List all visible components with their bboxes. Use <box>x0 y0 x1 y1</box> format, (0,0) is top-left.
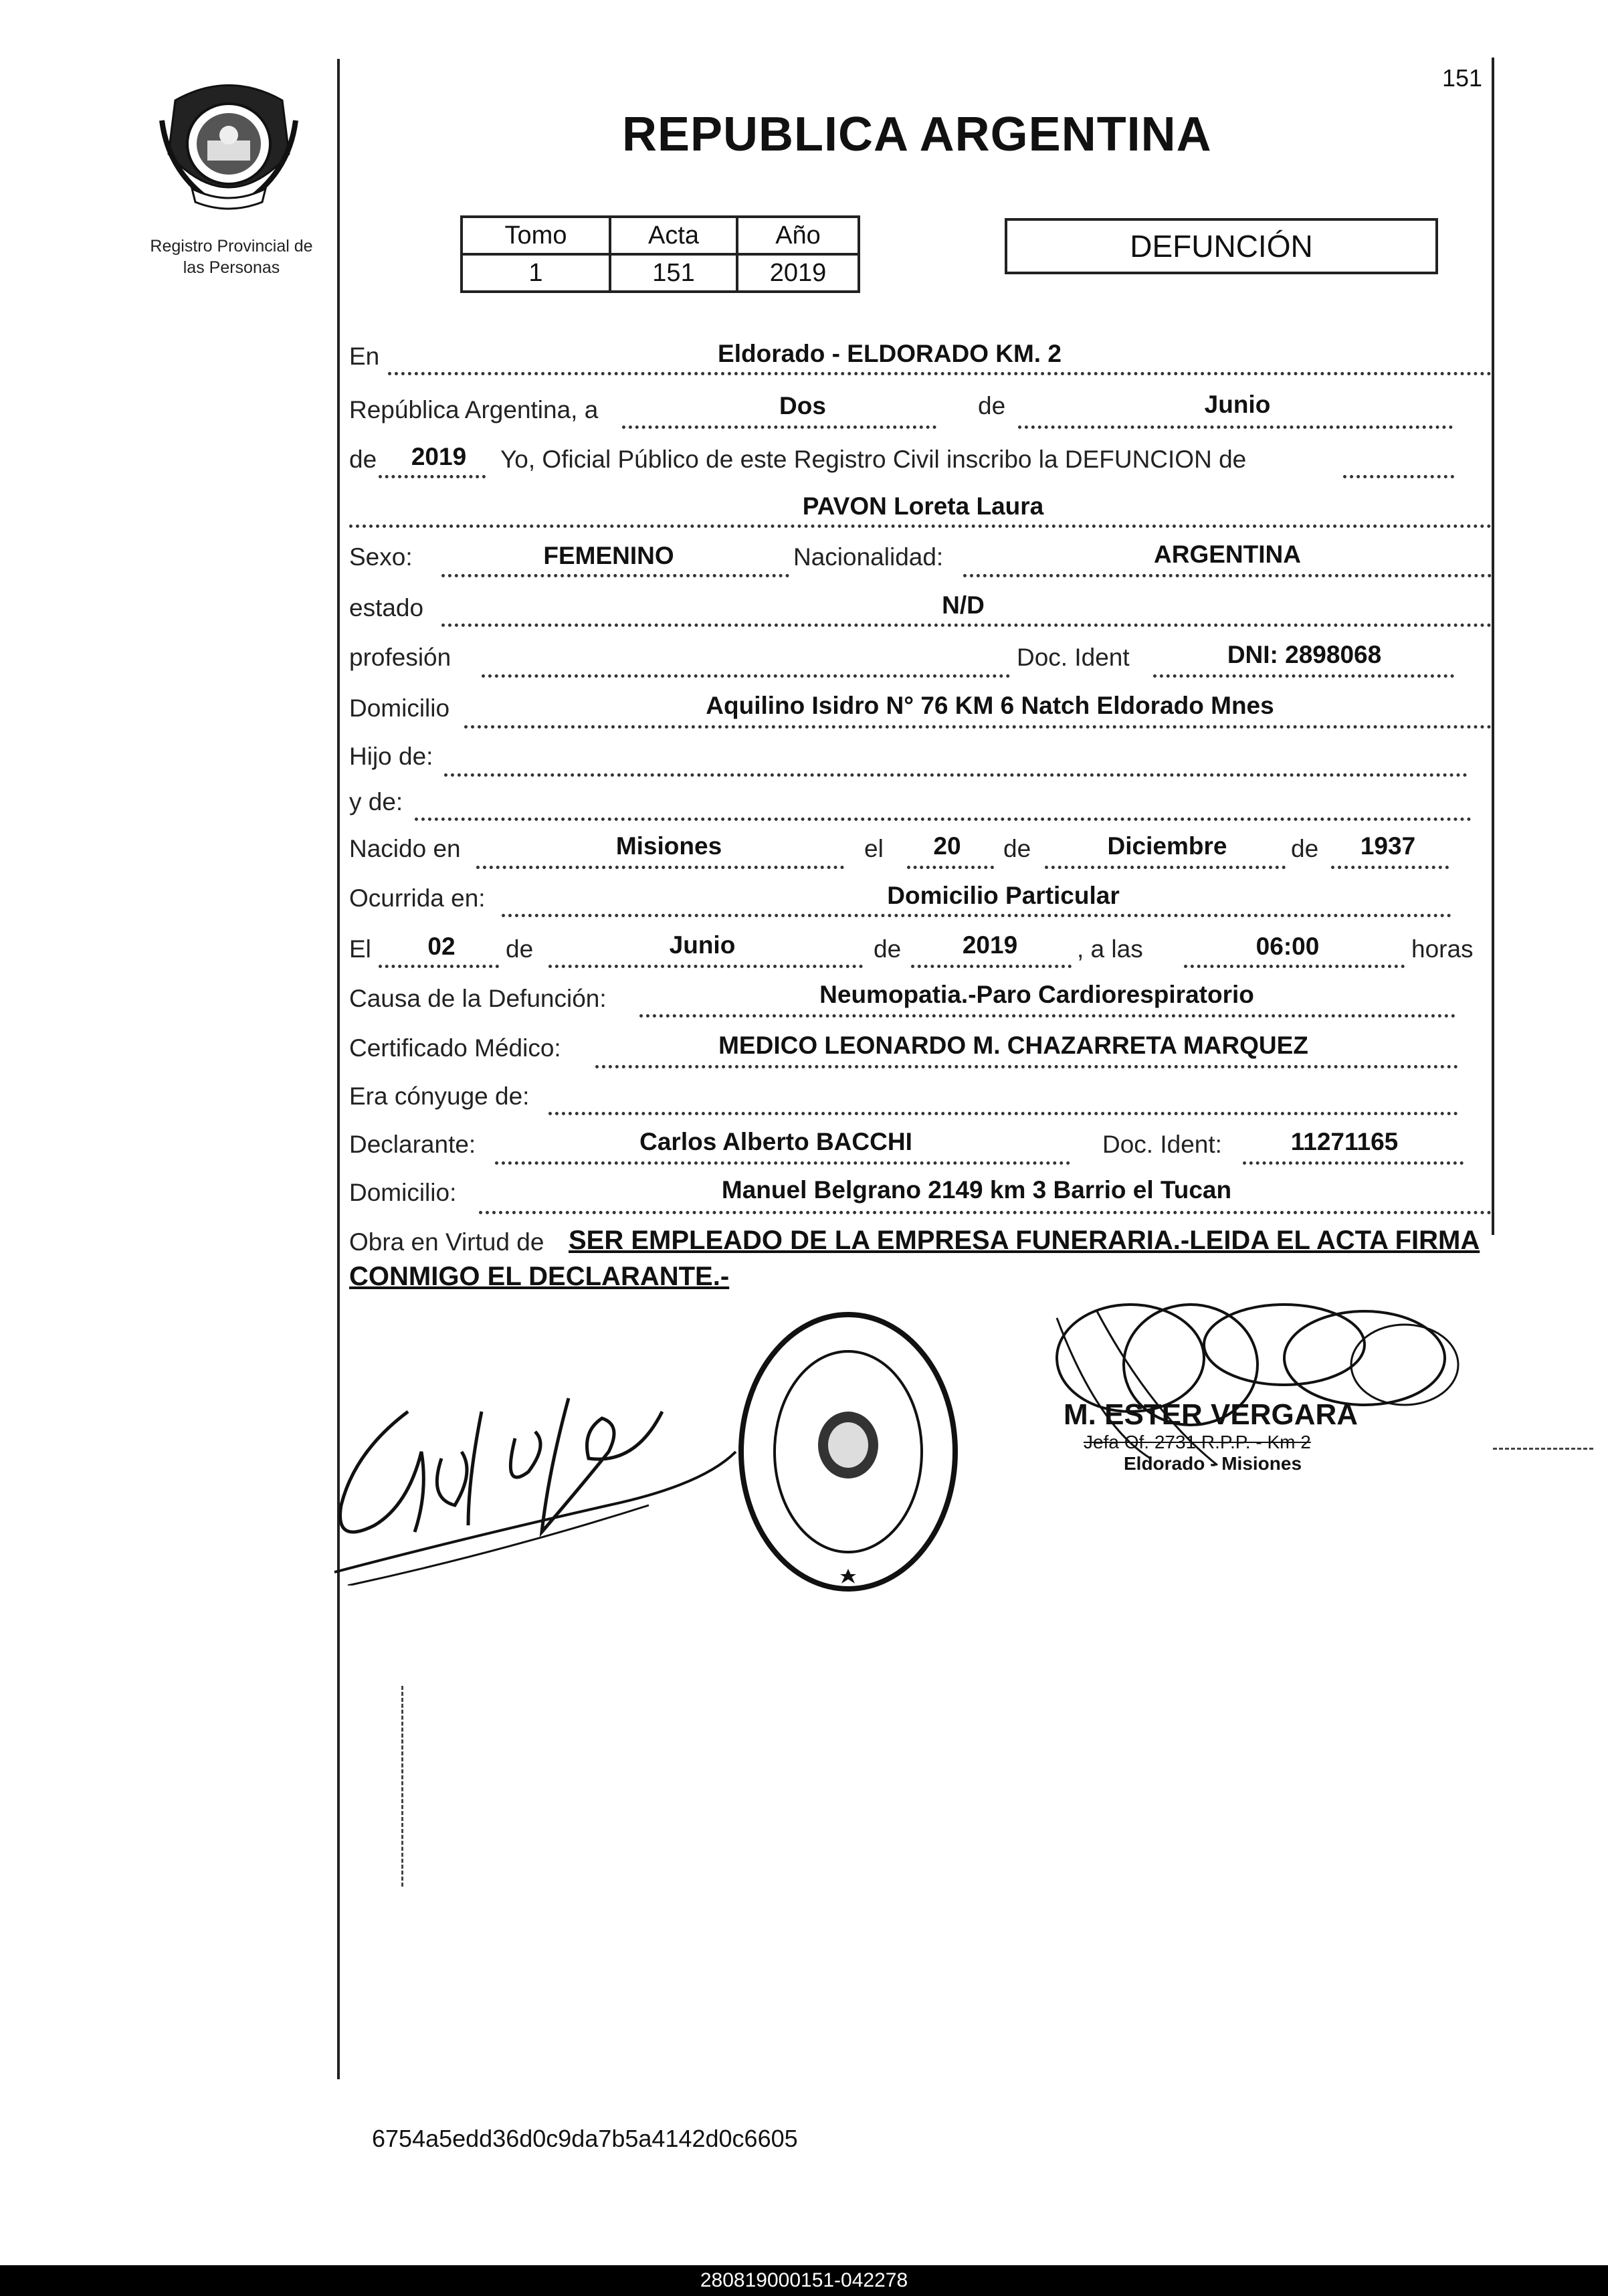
record-table-values <box>462 254 859 292</box>
label-sexo: Sexo: <box>349 543 413 571</box>
dots-declarante-domicilio <box>479 1211 1492 1214</box>
value-nacido-lugar: Misiones <box>615 832 722 860</box>
dots-profesion <box>482 674 1010 678</box>
acta-value: 151 <box>610 254 737 292</box>
record-table <box>460 215 860 293</box>
dots-mes <box>1018 425 1453 429</box>
dots-nombre <box>349 524 1492 528</box>
right-margin-line <box>1492 58 1494 1235</box>
label-estado: estado <box>349 594 424 621</box>
label-ocurrida-en: Ocurrida en: <box>349 884 486 912</box>
label-obra: Obra en Virtud de <box>349 1228 544 1256</box>
dots-lugar <box>388 372 1492 375</box>
dots-declarante <box>495 1161 1070 1165</box>
acta-header: Acta <box>610 217 737 254</box>
anio-header: Año <box>737 217 859 254</box>
label-doc-ident: Doc. Ident <box>1017 644 1130 671</box>
dots-nacido-dia <box>907 866 994 869</box>
value-declarante: Carlos Alberto BACCHI <box>639 1128 912 1155</box>
value-def-mes: Junio <box>669 931 736 959</box>
label-el: el <box>864 835 884 862</box>
label-de-def-mes: de <box>506 935 534 963</box>
tomo-value: 1 <box>462 254 610 292</box>
label-domicilio-declarante: Domicilio: <box>349 1179 457 1206</box>
label-a-las: , a las <box>1077 935 1143 963</box>
record-table-header <box>462 217 859 254</box>
official-stamp <box>1064 1398 1358 1474</box>
label-de-def-anio: de <box>874 935 902 963</box>
label-certificado: Certificado Médico: <box>349 1034 561 1062</box>
dots-nacido-mes <box>1045 866 1286 869</box>
footer-code-bar <box>0 2265 1608 2296</box>
dots-dni <box>1153 674 1454 678</box>
dots-certificado <box>595 1065 1458 1068</box>
official-stamp-line3: Eldorado - Misiones <box>1124 1453 1302 1474</box>
label-de-nacido-anio: de <box>1291 835 1319 862</box>
page-title: REPUBLICA ARGENTINA <box>622 108 1212 161</box>
label-horas: horas <box>1411 935 1474 963</box>
value-mes: Junio <box>1204 391 1271 418</box>
label-yo: Yo, Oficial Público de este Registro Civil inscribo la DEFUNCION de <box>500 446 1247 473</box>
label-profesion: profesión <box>349 644 451 671</box>
label-doc-ident-declarante: Doc. Ident: <box>1102 1131 1222 1158</box>
dots-hijo-de <box>444 773 1468 777</box>
label-nacionalidad: Nacionalidad: <box>793 543 944 571</box>
dots-causa <box>639 1014 1455 1018</box>
value-dia: Dos <box>779 392 826 419</box>
value-obra-line2: CONMIGO EL DECLARANTE.- <box>349 1262 730 1291</box>
left-margin-line <box>337 59 340 2079</box>
value-dni: DNI: 2898068 <box>1227 641 1382 668</box>
dots-sexo <box>441 574 789 577</box>
dots-y-de <box>415 818 1472 821</box>
dashed-mark <box>401 1686 403 1887</box>
logo-caption-line2: las Personas <box>183 258 280 277</box>
page-number: 151 <box>1442 64 1483 92</box>
dots-estado <box>441 624 1492 627</box>
dots-domicilio <box>464 725 1492 729</box>
value-nacionalidad: ARGENTINA <box>1154 541 1301 568</box>
value-domicilio: Aquilino Isidro N° 76 KM 6 Natch Eldorado Mnes <box>706 692 1274 719</box>
label-conyuge: Era cónyuge de: <box>349 1082 530 1110</box>
value-def-hora: 06:00 <box>1255 933 1320 960</box>
value-declarante-domicilio: Manuel Belgrano 2149 km 3 Barrio el Tucan <box>721 1176 1232 1204</box>
value-sexo: FEMENINO <box>543 542 674 569</box>
dash-right-mark <box>1493 1448 1593 1450</box>
tomo-header: Tomo <box>462 217 610 254</box>
value-causa: Neumopatia.-Paro Cardiorespiratorio <box>819 981 1254 1008</box>
province-logo <box>155 74 302 214</box>
label-y-de: y de: <box>349 788 403 816</box>
value-nombre: PAVON Loreta Laura <box>802 492 1044 520</box>
record-type: DEFUNCIÓN <box>1130 229 1313 264</box>
value-def-anio: 2019 <box>962 931 1018 959</box>
anio-value: 2019 <box>737 254 859 292</box>
value-ocurrida: Domicilio Particular <box>887 882 1120 909</box>
dots-ocurrida <box>502 914 1451 917</box>
logo-caption-line1: Registro Provincial de <box>150 237 313 256</box>
province-crest-icon <box>155 74 302 214</box>
value-lugar: Eldorado - ELDORADO KM. 2 <box>718 340 1062 367</box>
label-nacido-en: Nacido en <box>349 835 461 862</box>
label-causa: Causa de la Defunción: <box>349 985 607 1012</box>
logo-caption <box>118 235 345 278</box>
label-declarante: Declarante: <box>349 1131 476 1158</box>
dots-yo-end <box>1343 475 1454 478</box>
dots-anio <box>379 475 486 478</box>
dots-def-anio <box>911 965 1072 968</box>
label-de-mes: de <box>978 392 1006 419</box>
dots-nacido-lugar <box>476 866 844 869</box>
registry-seal-icon <box>734 1305 962 1599</box>
label-el-fecha: El <box>349 935 371 963</box>
declarant-signature <box>328 1371 742 1586</box>
label-en: En <box>349 343 380 370</box>
label-de-anio: de <box>349 446 377 473</box>
registry-seal <box>734 1305 962 1599</box>
value-estado: N/D <box>942 591 985 619</box>
value-anio: 2019 <box>411 443 467 470</box>
label-de-nacido-mes: de <box>1003 835 1031 862</box>
dots-nacionalidad <box>963 574 1492 577</box>
value-certificado: MEDICO LEONARDO M. CHAZARRETA MARQUEZ <box>718 1032 1308 1059</box>
document-hash: 6754a5edd36d0c9da7b5a4142d0c6605 <box>372 2125 798 2152</box>
dots-conyuge <box>548 1112 1458 1115</box>
label-republica: República Argentina, a <box>349 396 599 423</box>
value-def-dia: 02 <box>427 933 456 960</box>
dots-declarante-doc <box>1243 1161 1464 1165</box>
value-obra-line1: SER EMPLEADO DE LA EMPRESA FUNERARIA.-LEIDA EL ACTA FIRMA <box>569 1226 1480 1255</box>
official-stamp-name: M. ESTER VERGARA <box>1064 1398 1359 1431</box>
value-nacido-mes: Diciembre <box>1107 832 1227 860</box>
dots-def-mes <box>548 965 863 968</box>
dots-def-hora <box>1184 965 1405 968</box>
record-type-box <box>1005 218 1438 274</box>
dots-nacido-anio <box>1331 866 1449 869</box>
value-declarante-doc: 11271165 <box>1290 1128 1399 1155</box>
value-nacido-dia: 20 <box>933 832 961 860</box>
official-stamp-line2: Jefa Of. 2731 R.P.P. - Km 2 <box>1084 1432 1311 1452</box>
dots-def-dia <box>379 965 499 968</box>
label-domicilio: Domicilio <box>349 694 450 722</box>
label-hijo-de: Hijo de: <box>349 743 433 770</box>
value-nacido-anio: 1937 <box>1360 832 1416 860</box>
footer-code: 280819000151-042278 <box>700 2269 908 2291</box>
dots-dia <box>622 425 936 429</box>
